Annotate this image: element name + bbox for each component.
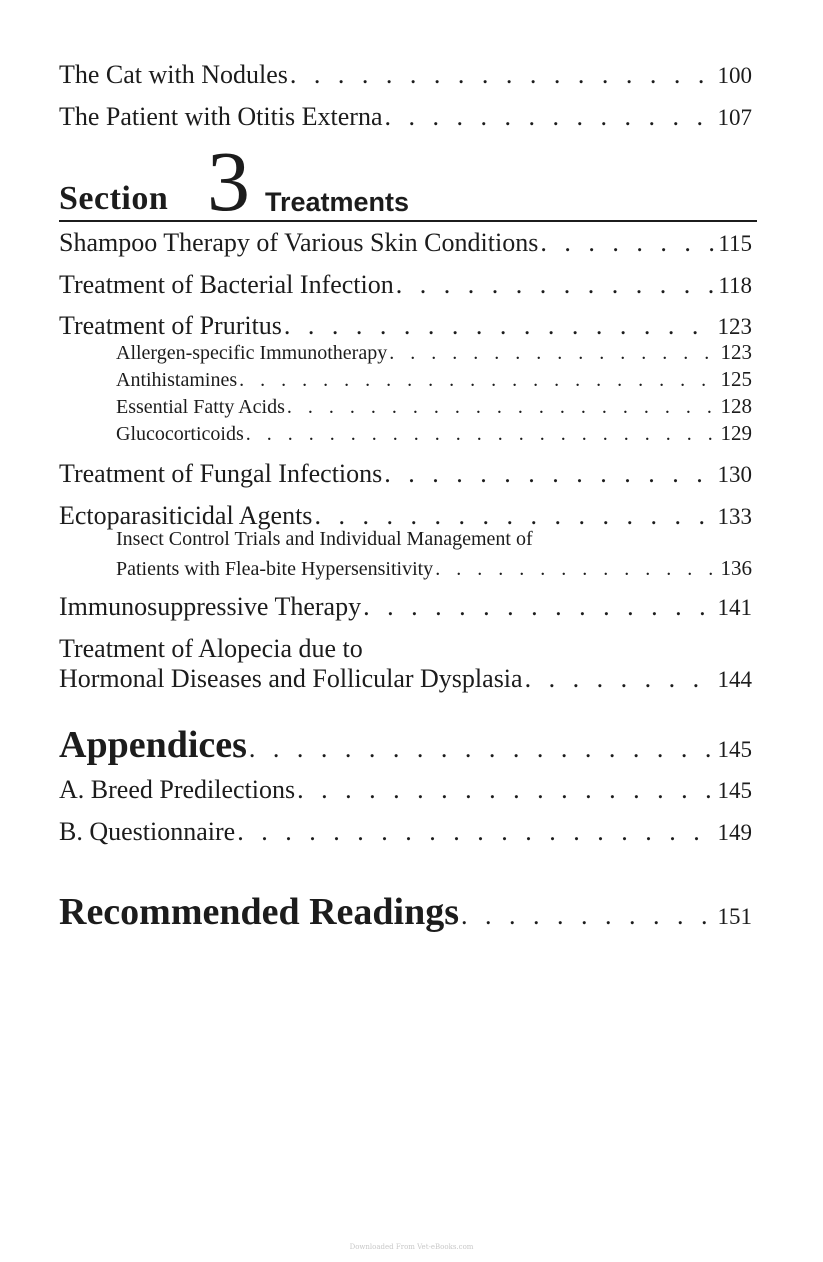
toc-entry-title: Treatment of Fungal Infections: [59, 459, 383, 488]
dot-leader: [389, 342, 716, 365]
appendices-title: Appendices: [59, 724, 247, 766]
readings-page: 151: [717, 904, 752, 929]
toc-entry-title: The Cat with Nodules: [59, 60, 288, 89]
dot-leader: [246, 423, 717, 446]
toc-entry: [59, 270, 752, 300]
toc-entry: [59, 664, 752, 694]
toc-subentry-page: 128: [720, 394, 752, 418]
toc-entry: [59, 592, 752, 622]
toc-subentry: [116, 394, 752, 419]
toc-entry: [59, 459, 752, 489]
dot-leader: [284, 311, 714, 341]
toc-subentry-title: Essential Fatty Acids: [116, 396, 285, 418]
dot-leader: [237, 817, 713, 847]
toc-entry-page: 133: [717, 504, 752, 529]
toc-entry-title: B. Questionnaire: [59, 817, 236, 846]
dot-leader: [363, 592, 713, 622]
toc-entry: [59, 775, 752, 805]
section-label: Section: [59, 180, 169, 217]
toc-entry-title-line1: Treatment of Alopecia due to: [59, 634, 363, 663]
dot-leader: [314, 501, 713, 531]
dot-leader: [435, 558, 716, 581]
toc-entry-title: The Patient with Otitis Externa: [59, 102, 383, 131]
toc-subentry-title: Glucocorticoids: [116, 423, 244, 445]
dot-leader: [249, 734, 714, 764]
readings-heading: [59, 890, 752, 934]
dot-leader: [384, 459, 713, 489]
toc-subentry: [116, 421, 752, 446]
toc-entry: [59, 817, 752, 847]
toc-subentry-page: 129: [720, 421, 752, 445]
toc-subentry-title: Antihistamines: [116, 369, 238, 391]
toc-entry: [59, 60, 752, 90]
appendices-heading: [59, 723, 752, 767]
dot-leader: [239, 369, 716, 392]
toc-entry-title: Shampoo Therapy of Various Skin Conditions: [59, 228, 539, 257]
toc-entry-page: 107: [717, 105, 752, 130]
page-footer: Downloaded From Vet-eBooks.com: [349, 1243, 474, 1251]
toc-entry-title: Immunosuppressive Therapy: [59, 592, 362, 621]
toc-entry-page: 145: [717, 778, 752, 803]
toc-subentry: [116, 367, 752, 392]
dot-leader: [396, 270, 715, 300]
dot-leader: [461, 901, 713, 931]
dot-leader: [525, 664, 714, 694]
toc-subentry: [116, 340, 752, 365]
toc-entry: [59, 311, 752, 341]
toc-entry-title-line2: Hormonal Diseases and Follicular Dysplasia: [59, 664, 523, 693]
toc-entry-title: Treatment of Pruritus: [59, 311, 282, 340]
toc-entry: [59, 102, 752, 132]
dot-leader: [287, 396, 717, 419]
toc-entry-page: 149: [717, 820, 752, 845]
toc-subentry-title-line2: Patients with Flea-bite Hypersensitivity: [116, 558, 434, 580]
toc-subentry-page: 136: [720, 556, 752, 580]
toc-subentry-page: 123: [720, 340, 752, 364]
toc-entry-page: 123: [717, 314, 752, 339]
dot-leader: [290, 60, 714, 90]
section-number: 3: [207, 133, 250, 229]
toc-entry-title: Ectoparasiticidal Agents: [59, 501, 313, 530]
toc-entry-page: 130: [717, 462, 752, 487]
toc-entry-title: A. Breed Predilections: [59, 775, 296, 804]
toc-entry-title: Treatment of Bacterial Infection: [59, 270, 394, 299]
toc-subentry: [116, 556, 752, 581]
section-title: Treatments: [265, 187, 410, 217]
section-heading: [59, 133, 757, 229]
dot-leader: [540, 228, 714, 258]
toc-entry-page: 100: [717, 63, 752, 88]
toc-entry-page: 141: [717, 595, 752, 620]
toc-entry-page: 144: [717, 667, 752, 692]
toc-entry: [59, 501, 752, 531]
readings-title: Recommended Readings: [59, 891, 460, 933]
dot-leader: [297, 775, 713, 805]
toc-subentry-title-line1: Insect Control Trials and Individual Management of: [116, 528, 533, 550]
toc-subentry-page: 125: [720, 367, 752, 391]
appendices-page: 145: [717, 737, 752, 762]
toc-entry-page: 118: [718, 273, 752, 298]
toc-entry-page: 115: [718, 231, 752, 256]
toc-entry: [59, 228, 752, 258]
dot-leader: [385, 102, 714, 132]
toc-subentry-title: Allergen-specific Immunotherapy: [116, 342, 388, 364]
